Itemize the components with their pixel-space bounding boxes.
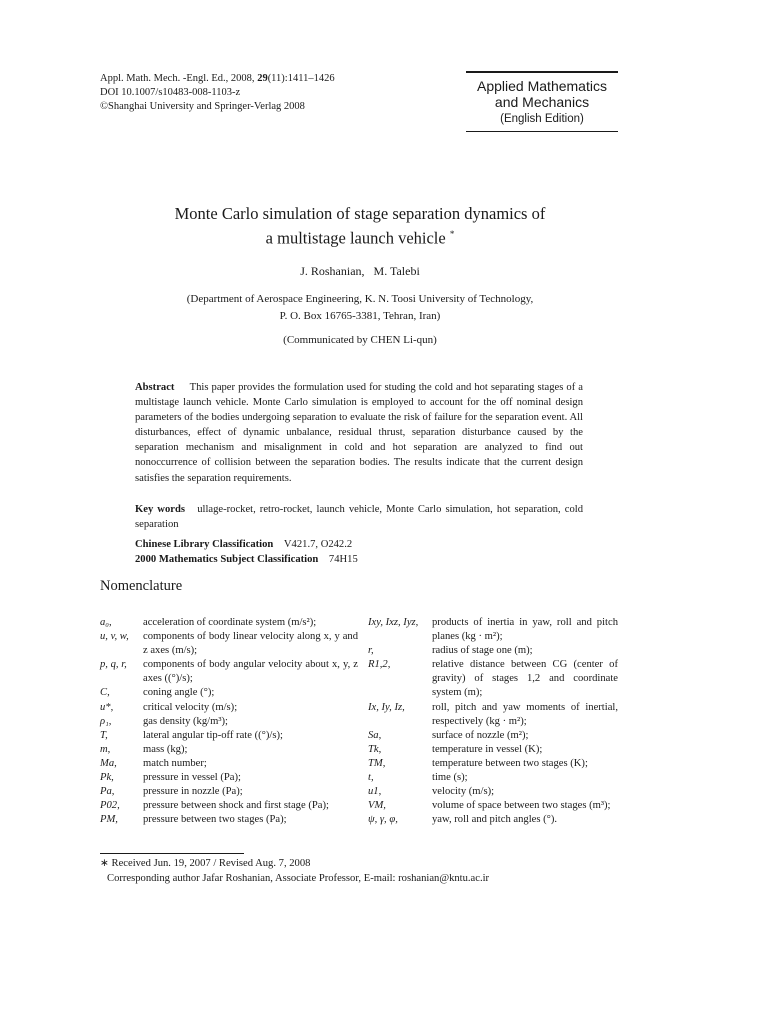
abstract-text: This paper provides the formulation used for studing the cold and hot separating stages of a multistage launch vehicle. Monte Carlo simulation is employed to account for the off nominal design parameters of the bodies undergoing separation to evaluate the risk of failure for the separation event. All disturbances, effect of dynamic unbalance, residual thrust, separation disturbance caused by the separation mechanism and misalignment in cold and hot separation are analyzed to find out nonoccurrence of collision between the separation bodies. The results indicate that the current design satisfies the separation requirements. — [135, 382, 583, 484]
communicated-by: (Communicated by CHEN Li-qun) — [283, 334, 437, 346]
keywords-text: ullage-rocket, retro-rocket, launch vehicle, Monte Carlo simulation, hot separation, cold separation — [135, 504, 583, 530]
msc-label: 2000 Mathematics Subject Classification — [135, 554, 319, 565]
nomenclature-symbol: r, — [368, 645, 374, 657]
nomenclature-definition: temperature between two stages (K); — [432, 757, 588, 769]
nomenclature-entry — [100, 701, 358, 715]
nomenclature-heading: Nomenclature — [100, 578, 183, 594]
paper-title — [100, 203, 620, 249]
nomenclature-definition: surface of nozzle (m²); — [432, 729, 529, 741]
title-line2: a multistage launch vehicle * — [265, 228, 455, 248]
nomenclature-definition: pressure in nozzle (Pa); — [143, 786, 243, 798]
nomenclature-definition: components of body angular velocity about x, y, z axes ((°)/s); — [143, 659, 358, 685]
nomenclature-entry — [100, 686, 358, 700]
footnote-corresponding: Corresponding author Jafar Roshanian, Associate Professor, E-mail: roshanian@kntu.ac.ir — [107, 872, 490, 884]
clc-label: Chinese Library Classification — [135, 539, 274, 550]
affiliation — [100, 291, 620, 325]
journal-name-line1: Applied Mathematics — [477, 78, 607, 94]
nomenclature-symbol: u*, — [100, 701, 114, 713]
nomenclature-definition: volume of space between two stages (m³); — [432, 800, 611, 812]
nomenclature-symbol: m, — [100, 743, 111, 755]
nomenclature-symbol: C, — [100, 687, 110, 699]
nomenclature-symbol: a₀, — [100, 617, 112, 628]
nomenclature-definition: lateral angular tip-off rate ((°)/s); — [143, 729, 283, 741]
citation-line: Appl. Math. Mech. -Engl. Ed., 2008, 29(11):1411–1426 — [100, 73, 335, 84]
nomenclature-definition: radius of stage one (m); — [432, 645, 533, 657]
nomenclature-symbol: TM, — [368, 757, 386, 769]
nomenclature-entry — [368, 729, 618, 743]
nomenclature-symbol: Ix, Iy, Iz, — [368, 701, 405, 713]
nomenclature-definition: temperature in vessel (K); — [432, 743, 543, 755]
nomenclature-definition: relative distance between CG (center of gravity) of stages 1,2 and coordinate system (m); — [432, 659, 618, 699]
nomenclature-definition: pressure in vessel (Pa); — [143, 772, 241, 784]
nomenclature-entry — [368, 799, 618, 813]
abstract-label: Abstract — [135, 382, 175, 393]
nomenclature-definition: yaw, roll and pitch angles (°). — [432, 814, 558, 826]
journal-logo-box — [466, 71, 618, 132]
nomenclature-symbol: u, v, w, — [100, 631, 129, 643]
footnote — [100, 857, 489, 886]
nomenclature-entry — [368, 785, 618, 799]
nomenclature-entry — [100, 757, 358, 771]
nomenclature-symbol: Pk, — [100, 772, 114, 784]
nomenclature-definition: velocity (m/s); — [432, 786, 495, 798]
doi[interactable]: DOI 10.1007/s10483-008-1103-z — [100, 87, 241, 98]
nomenclature-symbol: t, — [368, 772, 374, 784]
nomenclature-entry — [368, 616, 618, 644]
nomenclature-symbol: p, q, r, — [100, 659, 127, 671]
nomenclature-entry — [100, 729, 358, 743]
footnote-received: ∗ Received Jun. 19, 2007 / Revised Aug. 7, 2008 — [100, 858, 311, 869]
msc-classification — [135, 552, 358, 567]
nomenclature-definition: critical velocity (m/s); — [143, 701, 238, 713]
msc-value: 74H15 — [328, 554, 358, 565]
nomenclature-symbol: Pa, — [100, 786, 115, 798]
nomenclature-definition: coning angle (°); — [143, 687, 215, 699]
nomenclature-symbol: VM, — [368, 800, 386, 812]
nomenclature-entry — [100, 616, 358, 630]
nomenclature-definition: products of inertia in yaw, roll and pitch planes (kg · m²); — [432, 617, 618, 643]
keywords — [135, 502, 583, 532]
affiliation-line2: P. O. Box 16765-3381, Tehran, Iran) — [279, 310, 441, 322]
nomenclature-entry — [368, 701, 618, 729]
chinese-library-classification — [135, 537, 352, 552]
nomenclature-symbol: ρ₁, — [100, 715, 112, 727]
nomenclature-entry — [100, 771, 358, 785]
nomenclature-symbol: PM, — [100, 814, 118, 826]
nomenclature-symbol: Ma, — [100, 757, 117, 769]
nomenclature-entry — [368, 743, 618, 757]
title-footnote-mark: * — [449, 229, 455, 239]
citation-block — [100, 72, 335, 114]
title-line1: Monte Carlo simulation of stage separation dynamics of — [174, 204, 546, 223]
nomenclature-symbol: Tk, — [368, 743, 382, 755]
nomenclature-left-column — [100, 616, 358, 827]
nomenclature-symbol: P02, — [100, 800, 120, 812]
nomenclature-definition: pressure between shock and first stage (Pa); — [143, 800, 329, 812]
nomenclature-symbol: Sa, — [368, 729, 382, 741]
nomenclature-entry — [100, 813, 358, 827]
nomenclature-entry — [100, 715, 358, 729]
nomenclature-symbol: Ixy, Ixz, Iyz, — [368, 617, 419, 628]
copyright: ©Shanghai University and Springer-Verlag 2008 — [100, 101, 305, 112]
nomenclature-definition: roll, pitch and yaw moments of inertial, respectively (kg · m²); — [432, 701, 618, 727]
nomenclature-definition: acceleration of coordinate system (m/s²); — [143, 617, 317, 628]
nomenclature-entry — [368, 757, 618, 771]
nomenclature-symbol: u1, — [368, 786, 382, 798]
nomenclature-entry — [368, 658, 618, 700]
nomenclature-definition: time (s); — [432, 772, 468, 784]
nomenclature-definition: components of body linear velocity along x, y and z axes (m/s); — [143, 631, 358, 657]
nomenclature-definition: gas density (kg/m³); — [143, 715, 228, 727]
nomenclature-entry — [100, 743, 358, 757]
keywords-label: Key words — [135, 504, 185, 515]
journal-edition: (English Edition) — [500, 113, 584, 125]
footnote-rule — [100, 853, 244, 854]
nomenclature-entry — [100, 799, 358, 813]
journal-name-line2: and Mechanics — [494, 94, 590, 110]
nomenclature-definition: pressure between two stages (Pa); — [143, 814, 287, 826]
nomenclature-right-column — [368, 616, 618, 827]
abstract — [135, 380, 583, 486]
nomenclature-entry — [368, 813, 618, 827]
nomenclature-definition: mass (kg); — [143, 743, 188, 755]
nomenclature-symbol: T, — [100, 729, 108, 741]
nomenclature-symbol: ψ, γ, φ, — [368, 814, 398, 826]
nomenclature-entry — [368, 644, 618, 658]
nomenclature-symbol: R1,2, — [368, 659, 391, 671]
clc-value: V421.7, O242.2 — [283, 539, 353, 550]
affiliation-line1: (Department of Aerospace Engineering, K. N. Toosi University of Technology, — [186, 293, 534, 305]
authors: J. Roshanian, M. Talebi — [300, 264, 420, 278]
nomenclature-entry — [100, 658, 358, 686]
nomenclature-entry — [100, 630, 358, 658]
nomenclature-entry — [368, 771, 618, 785]
nomenclature-entry — [100, 785, 358, 799]
nomenclature-definition: match number; — [143, 757, 207, 769]
